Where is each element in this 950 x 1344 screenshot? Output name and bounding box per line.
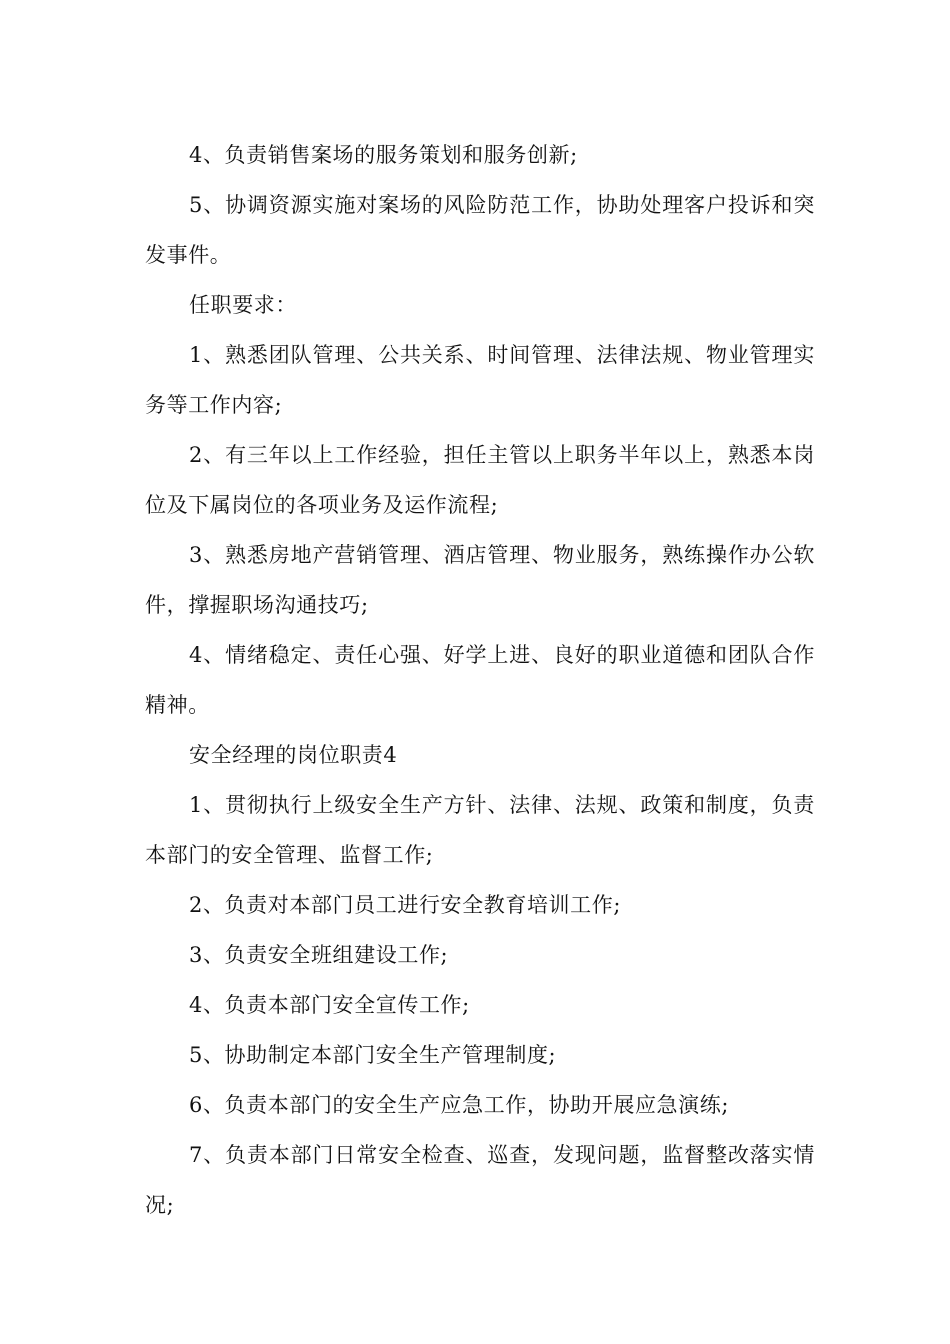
paragraph-safety-duty-4: 4、负责本部门安全宣传工作; bbox=[189, 993, 470, 1017]
paragraph-safety-duty-2: 2、负责对本部门员工进行安全教育培训工作; bbox=[189, 893, 622, 917]
paragraph-safety-duty-5: 5、协助制定本部门安全生产管理制度; bbox=[189, 1043, 557, 1067]
document-body bbox=[145, 130, 815, 1230]
paragraph-requirement-3: 3、熟悉房地产营销管理、酒店管理、物业服务，熟练操作办公软件，撑握职场沟通技巧; bbox=[145, 543, 815, 617]
paragraph-safety-duty-6: 6、负责本部门的安全生产应急工作，协助开展应急演练; bbox=[189, 1093, 730, 1117]
paragraph-safety-duty-1: 1、贯彻执行上级安全生产方针、法律、法规、政策和制度，负责本部门的安全管理、监督工作; bbox=[145, 793, 815, 867]
paragraph-safety-duty-7: 7、负责本部门日常安全检查、巡查，发现问题，监督整改落实情况; bbox=[145, 1143, 815, 1217]
paragraph-duty-5: 5、协调资源实施对案场的风险防范工作，协助处理客户投诉和突发事件。 bbox=[145, 193, 815, 267]
paragraph-requirement-4: 4、情绪稳定、责任心强、好学上进、良好的职业道德和团队合作精神。 bbox=[145, 643, 815, 717]
paragraph-requirement-2: 2、有三年以上工作经验，担任主管以上职务半年以上，熟悉本岗位及下属岗位的各项业务及运作流程; bbox=[145, 443, 815, 517]
paragraph-requirement-1: 1、熟悉团队管理、公共关系、时间管理、法律法规、物业管理实务等工作内容; bbox=[145, 343, 815, 417]
section-heading-safety-manager-4: 安全经理的岗位职责4 bbox=[189, 743, 398, 767]
paragraph-safety-duty-3: 3、负责安全班组建设工作; bbox=[189, 943, 449, 967]
section-heading-requirements: 任职要求： bbox=[189, 293, 297, 317]
paragraph-duty-4: 4、负责销售案场的服务策划和服务创新; bbox=[189, 143, 578, 167]
